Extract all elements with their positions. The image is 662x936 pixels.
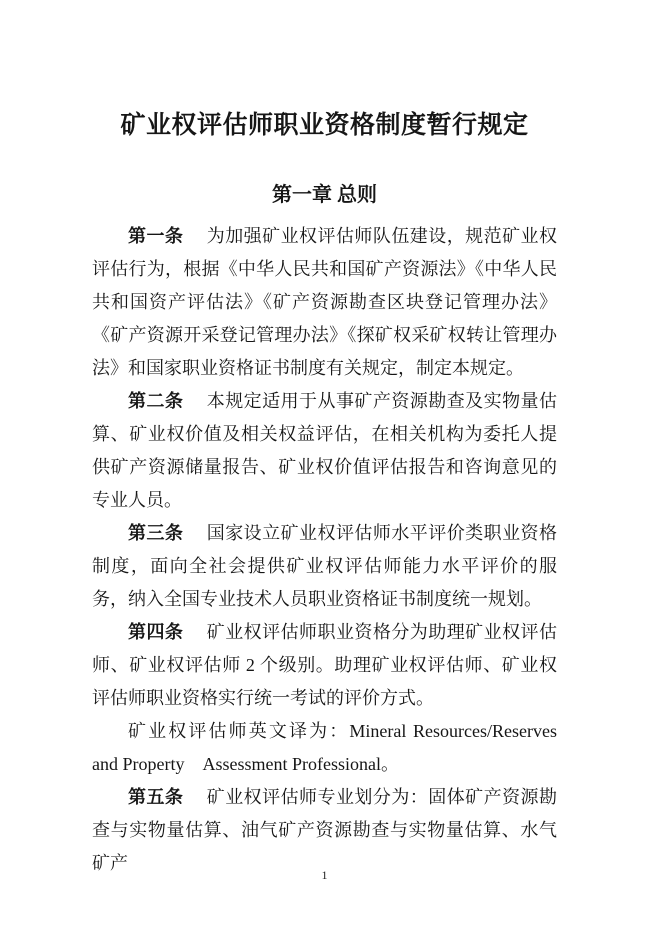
paragraph-article-1 xyxy=(92,220,557,385)
article-label: 第一条 xyxy=(128,226,184,246)
paragraph-text: 矿业权评估师职业资格分为助理矿业权评估师、矿业权评估师 2 个级别。助理矿业权评估师、矿业权评估师职业资格实行统一考试的评价方式。 xyxy=(92,622,558,708)
paragraph-text: 为加强矿业权评估师队伍建设，规范矿业权评估行为，根据《中华人民共和国矿产资源法》《中华人民共和国资产评估法》《矿产资源勘查区块登记管理办法》《矿产资源开采登记管理办法》《探矿权采矿权转让管理办法》和国家职业资格证书制度有关规定，制定本规定。 xyxy=(92,226,558,378)
article-label: 第二条 xyxy=(128,391,184,411)
paragraph-text: 本规定适用于从事矿产资源勘查及实物量估算、矿业权价值及相关权益评估，在相关机构为委托人提供矿产资源储量报告、矿业权价值评估报告和咨询意见的专业人员。 xyxy=(92,391,558,510)
paragraph-english-translation xyxy=(92,715,557,781)
document-body xyxy=(92,220,557,880)
paragraph-article-2 xyxy=(92,385,557,517)
article-label: 第五条 xyxy=(128,787,184,807)
paragraph-text: 国家设立矿业权评估师水平评价类职业资格制度，面向全社会提供矿业权评估师能力水平评价的服务，纳入全国专业技术人员职业资格证书制度统一规划。 xyxy=(92,523,558,609)
paragraph-text: 矿业权评估师专业划分为：固体矿产资源勘查与实物量估算、油气矿产资源勘查与实物量估算、水气矿产 xyxy=(92,787,558,873)
paragraph-article-4 xyxy=(92,616,557,715)
article-label: 第三条 xyxy=(128,523,184,543)
paragraph-text: 矿业权评估师英文译为：Mineral Resources/Reserves and Property Assessment Professional。 xyxy=(92,721,557,774)
text-column xyxy=(92,108,557,880)
chapter-heading: 第一章 总则 xyxy=(272,184,377,206)
document-title: 矿业权评估师职业资格制度暂行规定 xyxy=(120,112,529,139)
page-number: 1 xyxy=(321,868,328,882)
paragraph-article-3 xyxy=(92,517,557,616)
paragraph-article-5 xyxy=(92,781,557,880)
article-label: 第四条 xyxy=(128,622,184,642)
